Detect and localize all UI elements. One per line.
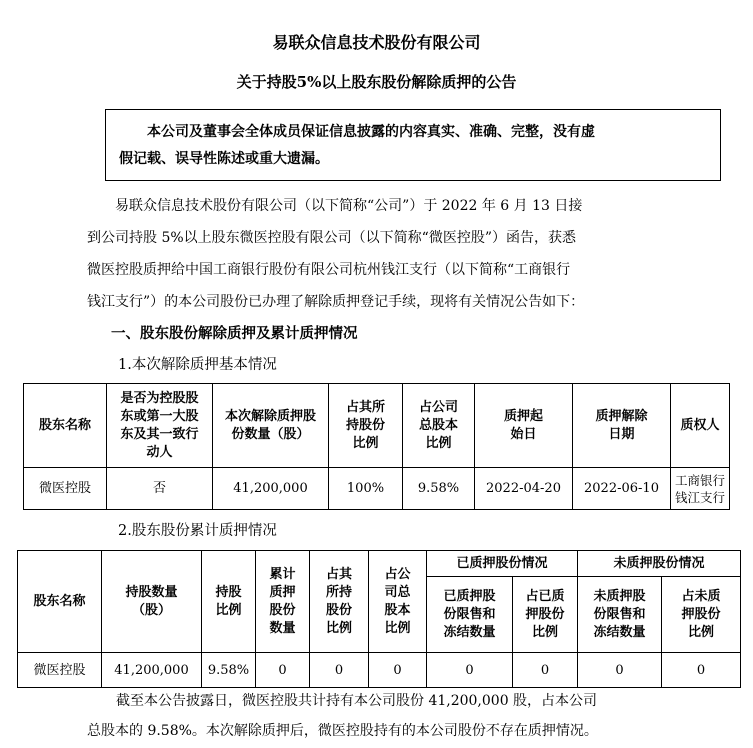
pledged-group-header: 已质押股份情况 <box>427 551 578 577</box>
company-name: 易联众信息技术股份有限公司 <box>272 33 481 52</box>
table-header-cell: 质押解除日期 <box>573 384 671 468</box>
table-cell: 41,200,000 <box>102 653 202 688</box>
table-cell: 0 <box>369 653 427 688</box>
table-cell: 0 <box>662 653 741 688</box>
table-cell: 9.58% <box>403 468 475 510</box>
unpledged-group-header: 未质押股份情况 <box>578 551 741 577</box>
subsection-heading: 2.股东股份累计质押情况 <box>118 523 277 539</box>
table-header-cell: 股东名称 <box>24 384 107 468</box>
table-cell: 0 <box>427 653 513 688</box>
table-header-cell: 占公司总股本比例 <box>403 384 475 468</box>
closing-paragraph-line: 总股本的 9.58%。本次解除质押后，微医控股持有的本公司股份不存在质押情况。 <box>87 723 598 739</box>
table-header-cell: 未质押股份限售和冻结数量 <box>578 577 662 653</box>
table-cell: 否 <box>107 468 213 510</box>
table-row <box>18 653 741 688</box>
intro-paragraph-line: 到公司持股 5%以上股东微医控股有限公司（以下简称“微医控股”）函告，获悉 <box>87 230 576 246</box>
table-header-cell: 占其所持股份比例 <box>329 384 403 468</box>
table-cell: 0 <box>578 653 662 688</box>
table-cell: 微医控股 <box>24 468 107 510</box>
table-cell: 0 <box>310 653 369 688</box>
table-header-cell: 已质押股份限售和冻结数量 <box>427 577 513 653</box>
table-header-cell: 持股比例 <box>202 551 256 653</box>
release-pledge-table <box>23 383 730 510</box>
table-header-cell: 占其所持股份比例 <box>310 551 369 653</box>
table-header-cell: 质权人 <box>671 384 730 468</box>
disclosure-notice-box <box>105 109 721 181</box>
table-cell: 微医控股 <box>18 653 102 688</box>
table-cell: 工商银行钱江支行 <box>671 468 730 510</box>
intro-paragraph-line: 钱江支行”）的本公司股份已办理了解除质押登记手续，现将有关情况公告如下： <box>87 294 585 310</box>
table-header-cell: 占公司总股本比例 <box>369 551 427 653</box>
table-cell: 0 <box>256 653 310 688</box>
table-cell: 100% <box>329 468 403 510</box>
table-header-cell: 持股数量（股） <box>102 551 202 653</box>
table-cell: 0 <box>513 653 578 688</box>
table-cell: 9.58% <box>202 653 256 688</box>
notice-line: 本公司及董事会全体成员保证信息披露的内容真实、准确、完整，没有虚 <box>147 124 595 140</box>
table-header-cell: 占未质押股份比例 <box>662 577 741 653</box>
announcement-title: 关于持股5%以上股东股份解除质押的公告 <box>236 73 517 91</box>
table-header-cell: 本次解除质押股份数量（股） <box>213 384 329 468</box>
table-header-cell: 质押起始日 <box>475 384 573 468</box>
table-cell: 41,200,000 <box>213 468 329 510</box>
section-heading: 一、股东股份解除质押及累计质押情况 <box>111 325 358 342</box>
table-cell: 2022-04-20 <box>475 468 573 510</box>
table-cell: 2022-06-10 <box>573 468 671 510</box>
subsection-heading: 1.本次解除质押基本情况 <box>118 357 277 373</box>
table-header-cell: 占已质押股份比例 <box>513 577 578 653</box>
table-header-cell: 股东名称 <box>18 551 102 653</box>
intro-paragraph-line: 易联众信息技术股份有限公司（以下简称“公司”）于 2022 年 6 月 13 日接 <box>115 198 583 214</box>
table-header-cell: 是否为控股股东或第一大股东及其一致行动人 <box>107 384 213 468</box>
notice-line: 假记载、误导性陈述或重大遗漏。 <box>119 151 329 167</box>
cumulative-pledge-table <box>17 550 741 688</box>
table-header-cell: 累计质押股份数量 <box>256 551 310 653</box>
table-row <box>24 468 730 510</box>
intro-paragraph-line: 微医控股质押给中国工商银行股份有限公司杭州钱江支行（以下简称“工商银行 <box>87 262 571 278</box>
closing-paragraph-line: 截至本公告披露日，微医控股共计持有本公司股份 41,200,000 股，占本公司 <box>116 693 598 709</box>
